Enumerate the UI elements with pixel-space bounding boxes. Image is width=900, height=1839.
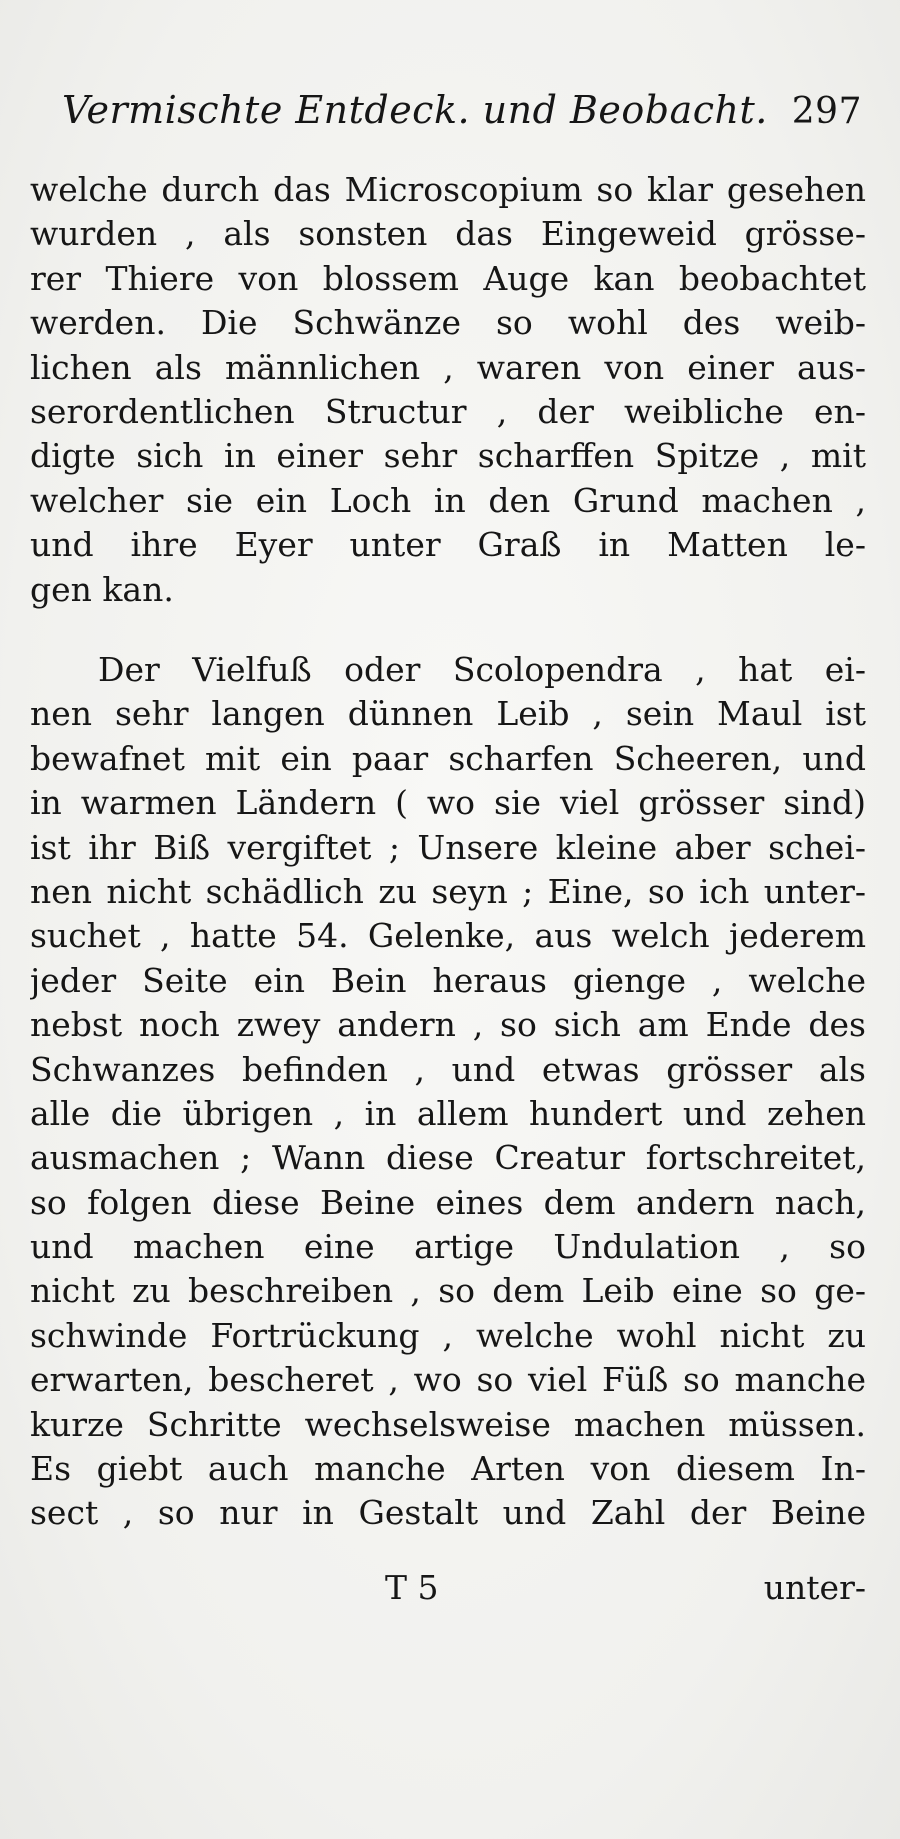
text-line: jeder Seite ein Bein heraus gienge , welche [30,960,866,1000]
running-header [62,88,862,144]
text-line: ist ihr Biß vergiftet ; Unsere kleine aber schei- [30,827,866,867]
paragraph-2 [30,648,866,1536]
running-title: Vermischte Entdeck. und Beobacht. [62,88,768,132]
catchword: unter- [763,1568,866,1607]
text-line: welcher sie ein Loch in den Grund machen , [30,480,866,520]
text-line: schwinde Fortrückung , welche wohl nicht zu [30,1315,866,1355]
text-line: in warmen Ländern ( wo sie viel grösser sind) [30,783,866,823]
text-line: nen sehr langen dünnen Leib , sein Maul ist [30,694,866,734]
text-line: nicht zu beschreiben , so dem Leib eine so ge- [30,1271,866,1311]
text-line: Schwanzes befinden , und etwas grösser als [30,1049,866,1089]
signature-mark: T 5 [385,1568,439,1607]
text-line: serordentlichen Structur , der weibliche en- [30,391,866,431]
text-line: gen kan. [30,569,174,609]
text-line: so folgen diese Beine eines dem andern nach, [30,1182,866,1222]
text-line: wurden , als sonsten das Eingeweid grösse- [30,214,866,254]
paragraph-1 [30,168,866,612]
text-line: rer Thiere von blossem Auge kan beobachtet [30,258,866,298]
page-number: 297 [791,91,862,132]
text-line: bewafnet mit ein paar scharfen Scheeren, und [30,738,866,778]
text-line: Es giebt auch manche Arten von diesem In- [30,1449,866,1489]
text-line: sect , so nur in Gestalt und Zahl der Beine [30,1493,866,1533]
text-line: alle die übrigen , in allem hundert und zehen [30,1093,866,1133]
text-line: kurze Schritte wechselsweise machen müssen. [30,1404,866,1444]
text-line: werden. Die Schwänze so wohl des weib- [30,303,866,343]
text-line: und ihre Eyer unter Graß in Matten le- [30,525,866,565]
text-line: welche durch das Microscopium so klar gesehen [30,170,866,209]
text-line: suchet , hatte 54. Gelenke, aus welch jederem [30,916,866,956]
text-line: lichen als männlichen , waren von einer aus- [30,347,866,387]
text-line: Der Vielfuß oder Scolopendra , hat ei- [98,650,866,689]
text-line: nen nicht schädlich zu seyn ; Eine, so ich unter- [30,871,866,911]
text-line: und machen eine artige Undulation , so [30,1227,866,1267]
text-line: digte sich in einer sehr scharffen Spitze , mit [30,436,866,476]
text-line: nebst noch zwey andern , so sich am Ende des [30,1005,866,1045]
page-footer [30,1568,866,1618]
text-line: erwarten, bescheret , wo so viel Füß so manche [30,1360,866,1400]
text-line: ausmachen ; Wann diese Creatur fortschreitet, [30,1138,866,1178]
